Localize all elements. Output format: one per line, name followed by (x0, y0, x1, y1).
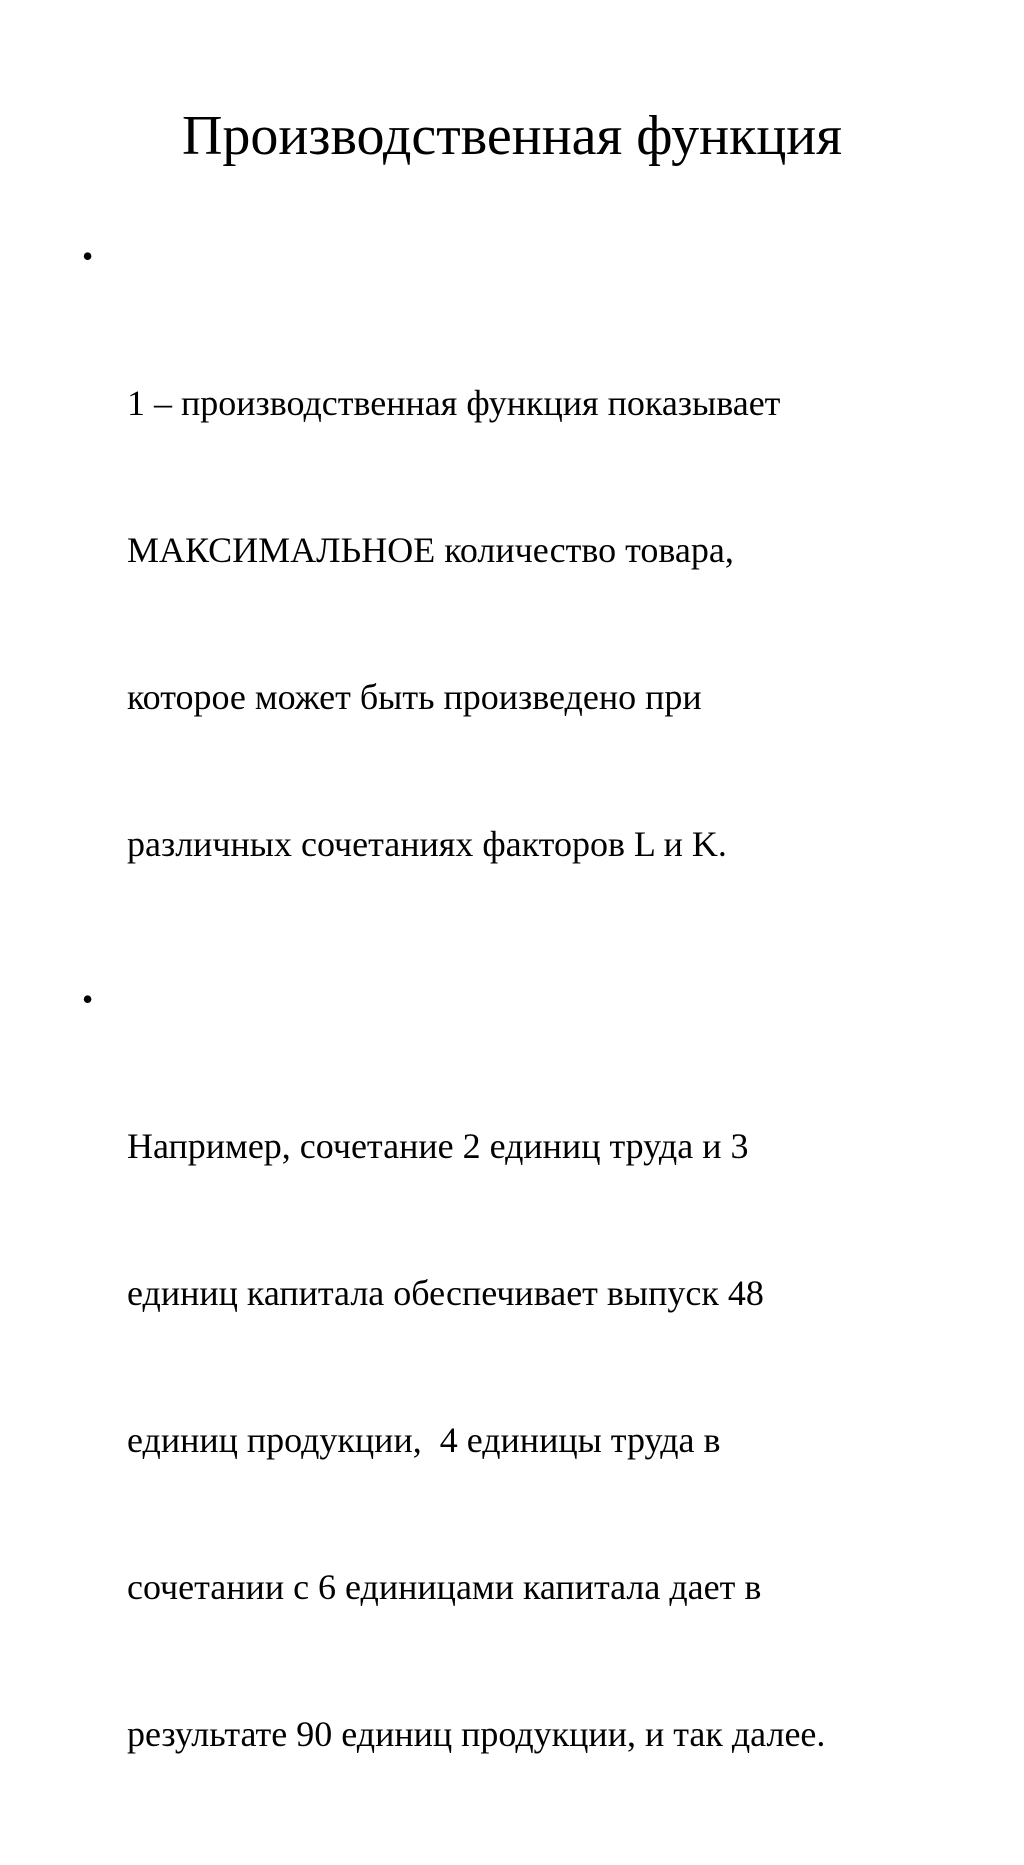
bullet-line: 1 – производственная функция показывает (127, 383, 781, 423)
bullet-line: единиц продукции, 4 единицы труда в (127, 1420, 721, 1460)
bullet-item (82, 975, 962, 1857)
bullet-line: Например, сочетание 2 единиц труда и 3 (127, 1126, 749, 1166)
bullet-dot-icon: • (82, 981, 94, 1017)
slide-title: Производственная функция (181, 105, 843, 167)
bullet-line: которое может быть произведено при (127, 677, 702, 717)
bullet-line: различных сочетаниях факторов L и K. (127, 824, 727, 864)
bullet-list (82, 232, 962, 1865)
bullet-dot-icon: • (82, 238, 94, 274)
bullet-line: результате 90 единиц продукции, и так далее. (127, 1714, 826, 1754)
bullet-line: сочетании с 6 единицами капитала дает в (127, 1567, 762, 1607)
bullet-line: МАКСИМАЛЬНОЕ количество товара, (127, 530, 734, 570)
bullet-line: единиц капитала обеспечивает выпуск 48 (127, 1273, 764, 1313)
bullet-item (82, 232, 962, 967)
